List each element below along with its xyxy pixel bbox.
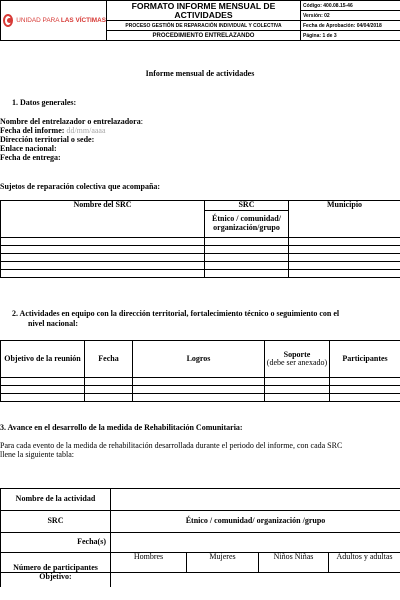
src-type-value: Étnico / comunidad/ organización /grupo: [111, 511, 400, 533]
label-activity-name: Nombre de la actividad: [1, 489, 111, 511]
dates-value[interactable]: [111, 533, 400, 553]
col-header-participants: Participantes: [330, 341, 400, 378]
general-data-fields: [0, 117, 143, 162]
objective-value[interactable]: [111, 573, 400, 587]
col-header-objective: Objetivo de la reunión: [1, 341, 85, 378]
field-label: Fecha del informe:: [0, 126, 65, 135]
doc-code: Código: 400.08.15-46: [301, 1, 400, 11]
date-placeholder[interactable]: dd/mm/aaaa: [64, 126, 106, 135]
table-row[interactable]: [1, 245, 400, 253]
col-men: Hombres: [111, 553, 187, 573]
col-women: Mujeres: [187, 553, 259, 573]
col-header-date: Fecha: [85, 341, 133, 378]
procedure-name: PROCEDIMIENTO ENTRELAZANDO: [107, 31, 301, 41]
rehabilitation-event-table: [0, 488, 400, 587]
section3-intro-line2: llene la siguiente tabla:: [0, 450, 74, 459]
doc-version: Versión: 02: [301, 11, 400, 21]
section2-heading-line1: 2. Actividades en equipo con la dirección territorial, fortalecimiento técnico o seguimiento con el: [12, 309, 340, 318]
label-dates: Fecha(s): [1, 533, 111, 553]
process-name: PROCESO GESTIÓN DE REPARACIÓN INDIVIDUAL Y COLECTIVA: [107, 21, 301, 31]
victims-unit-logo-icon: [3, 14, 13, 27]
col-header-municipality: Municipio: [289, 201, 400, 211]
section3-intro-line1: Para cada evento de la medida de rehabilitación desarrollada durante el periodo del informe, con cada SRC: [0, 441, 343, 450]
table-row[interactable]: [1, 253, 400, 261]
label-src: SRC: [1, 511, 111, 533]
col-header-src: SRC: [205, 201, 289, 211]
approval-date: Fecha de Aprobación: 04/04/2018: [301, 21, 400, 31]
section2-heading-line2: nivel nacional:: [28, 319, 79, 328]
table-row[interactable]: [1, 269, 400, 277]
field-label: Fecha de entrega:: [0, 153, 61, 162]
col-header-achievements: Logros: [133, 341, 265, 378]
field-label: Nombre del entrelazador o entrelazadora: [0, 117, 141, 126]
document-title: Informe mensual de actividades: [145, 69, 255, 78]
team-activities-table: [0, 340, 400, 402]
src-intro: Sujetos de reparación colectiva que acompaña:: [0, 182, 161, 191]
table-row[interactable]: [1, 261, 400, 269]
table-row[interactable]: [1, 378, 400, 386]
src-table: [0, 200, 400, 278]
field-label: Enlace nacional:: [0, 144, 57, 153]
section1-heading: 1. Datos generales:: [12, 98, 77, 107]
col-header-src-type: Étnico / comunidad/ organización/grupo: [205, 210, 289, 237]
form-title: FORMATO INFORME MENSUAL DE ACTIVIDADES: [107, 1, 301, 21]
field-value[interactable]: :: [140, 117, 143, 126]
table-row[interactable]: [1, 394, 400, 402]
page-number: Página: 1 de 3: [301, 31, 400, 41]
section3-heading: 3. Avance en el desarrollo de la medida de Rehabilitación Comunitaria:: [0, 423, 243, 432]
col-adults: Adultos y adultas: [329, 553, 400, 573]
col-header-src-name: Nombre del SRC: [1, 201, 205, 211]
logo-text: UNIDAD PARA LAS VÍCTIMAS: [16, 16, 106, 24]
table-row[interactable]: [1, 386, 400, 394]
field-label: Dirección territorial o sede:: [0, 135, 95, 144]
label-participants: Número de participantes: [1, 553, 111, 573]
label-objective: Objetivo:: [1, 573, 111, 587]
document-header: [0, 0, 400, 41]
activity-name-value[interactable]: [111, 489, 400, 511]
col-children: Niños Niñas: [259, 553, 329, 573]
logo-cell: [1, 1, 107, 41]
col-header-support: Soporte (debe ser anexado): [265, 341, 330, 378]
table-row[interactable]: [1, 237, 400, 245]
